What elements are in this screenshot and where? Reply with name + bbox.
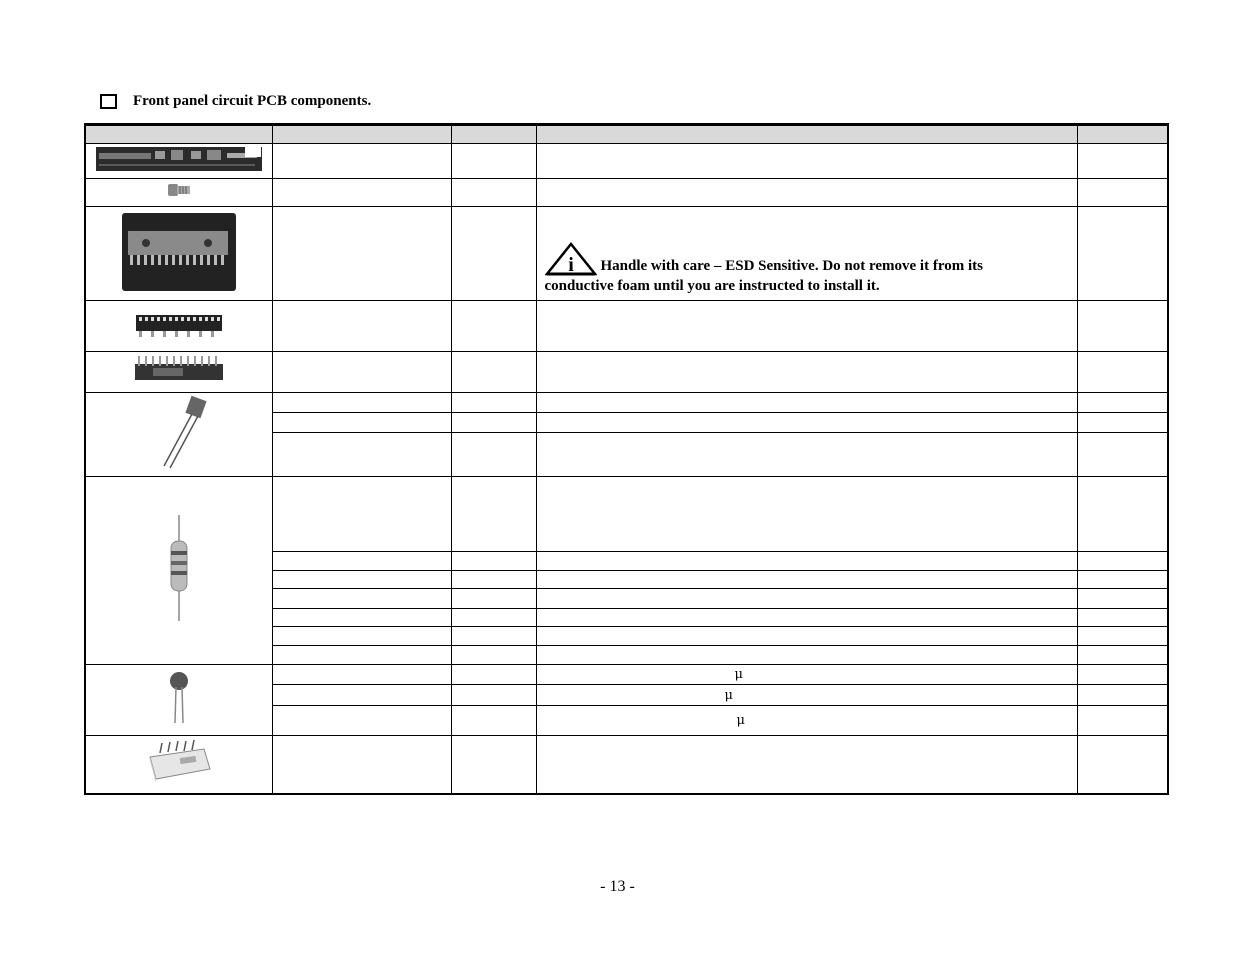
header-cell bbox=[1077, 125, 1168, 144]
table-row bbox=[85, 144, 1168, 179]
pcb-board-image bbox=[85, 144, 272, 179]
table-row bbox=[85, 300, 1168, 351]
ic-socket-image bbox=[85, 300, 272, 351]
capacitor-image bbox=[85, 664, 272, 735]
table-header-row bbox=[85, 125, 1168, 144]
header-cell bbox=[272, 125, 451, 144]
section-heading bbox=[100, 91, 371, 111]
table-row bbox=[85, 206, 1168, 300]
checkbox-icon[interactable] bbox=[100, 94, 117, 109]
page-number: - 13 - bbox=[600, 878, 635, 895]
header-cell bbox=[451, 125, 536, 144]
svg-text:i: i bbox=[567, 253, 574, 276]
table-row bbox=[85, 351, 1168, 393]
table-row bbox=[85, 393, 1168, 412]
warning-text-line1: Handle with care – ESD Sensitive. Do not remove it from its bbox=[600, 257, 983, 274]
esd-warning-cell bbox=[536, 206, 1077, 300]
table-row bbox=[85, 477, 1168, 552]
table-row bbox=[85, 179, 1168, 207]
section-title: Front panel circuit PCB components. bbox=[133, 92, 372, 109]
micro-symbol: μ bbox=[736, 713, 745, 729]
header-cell bbox=[536, 125, 1077, 144]
screw-image bbox=[85, 179, 272, 207]
resistor-image bbox=[85, 477, 272, 665]
components-table bbox=[84, 123, 1169, 795]
transistor-image bbox=[85, 393, 272, 477]
table-row bbox=[85, 736, 1168, 794]
header-cell bbox=[85, 125, 272, 144]
microcontroller-on-foam-image bbox=[85, 206, 272, 300]
micro-symbol: μ bbox=[734, 667, 743, 683]
table-row bbox=[85, 664, 1168, 684]
micro-symbol: μ bbox=[724, 687, 733, 703]
resistor-network-image bbox=[85, 736, 272, 794]
warning-text-line2: conductive foam until you are instructed to install it. bbox=[544, 277, 880, 294]
pin-header-strip-image bbox=[85, 351, 272, 393]
info-warning-icon bbox=[545, 242, 597, 276]
